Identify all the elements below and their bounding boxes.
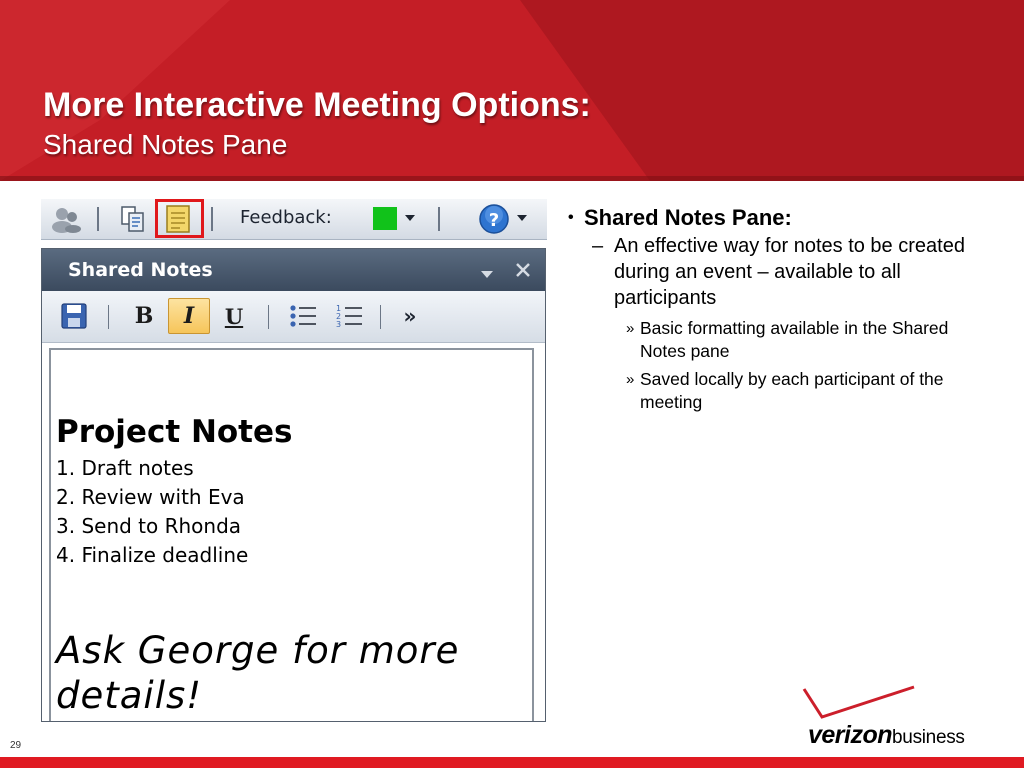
bullet-point-text: Saved locally by each participant of the meeting <box>640 369 944 412</box>
notes-heading: Project Notes <box>56 414 293 450</box>
more-options-icon[interactable]: » <box>403 304 417 328</box>
slide-title: More Interactive Meeting Options: <box>43 86 591 124</box>
meeting-toolbar <box>41 199 547 240</box>
toolbar-separator <box>380 305 381 329</box>
numbered-list-icon[interactable] <box>332 298 366 334</box>
bulleted-list-icon[interactable] <box>286 298 320 334</box>
formatting-toolbar <box>42 291 545 343</box>
bullet-sub-text: An effective way for notes to be created during an event – available to all participants <box>614 235 965 309</box>
toolbar-separator <box>97 207 99 231</box>
italic-button[interactable]: I <box>168 298 210 334</box>
footer-bar <box>0 757 1024 768</box>
bullet-main <box>566 205 966 231</box>
list-item: 3. Send to Rhonda <box>56 514 242 538</box>
italic-note: Ask George for more details! <box>56 629 460 717</box>
close-icon[interactable] <box>514 261 532 284</box>
shared-notes-highlight <box>155 199 204 238</box>
toolbar-separator <box>268 305 269 329</box>
people-icon[interactable] <box>49 204 83 234</box>
toolbar-separator <box>438 207 440 231</box>
copy-pages-icon[interactable] <box>115 203 151 235</box>
logo-check-mark-icon <box>802 683 992 723</box>
toolbar-separator <box>211 207 213 231</box>
help-icon[interactable] <box>477 202 511 236</box>
notes-editor[interactable] <box>49 348 534 722</box>
save-icon[interactable] <box>58 298 90 334</box>
bullet-chevron: » <box>626 371 635 388</box>
bullet-point <box>626 368 966 414</box>
svg-text:3: 3 <box>336 320 342 329</box>
chevron-down-icon[interactable] <box>480 266 494 284</box>
verizon-business-logo <box>802 683 992 755</box>
shared-notes-pane <box>41 248 546 722</box>
list-item: 4. Finalize deadline <box>56 543 249 567</box>
bullet-point <box>626 317 966 363</box>
bullet-main-text: Shared Notes Pane: <box>584 205 792 230</box>
list-item: 2. Review with Eva <box>56 485 245 509</box>
underline-button[interactable]: U <box>224 303 244 329</box>
toolbar-separator <box>108 305 109 329</box>
svg-text:1: 1 <box>336 304 342 313</box>
logo-main-text: verizon <box>808 721 893 749</box>
list-item: 1. Draft notes <box>56 456 194 480</box>
chevron-down-icon[interactable] <box>403 211 417 225</box>
page-number: 29 <box>10 740 22 751</box>
header-banner <box>0 0 1024 181</box>
logo-sub-text: business <box>892 727 965 748</box>
bullet-list <box>566 205 966 414</box>
feedback-label: Feedback: <box>240 207 332 228</box>
bold-button[interactable]: B <box>134 303 154 329</box>
svg-text:?: ? <box>488 210 500 231</box>
pane-title: Shared Notes <box>68 259 213 281</box>
logo-wordmark <box>808 721 965 750</box>
bullet-dash: – <box>592 235 604 257</box>
bullet-chevron: » <box>626 320 635 337</box>
bullet-dot: • <box>568 209 574 226</box>
notes-list <box>56 454 248 570</box>
feedback-status-swatch[interactable] <box>373 207 397 230</box>
bullet-sub <box>592 233 966 311</box>
chevron-down-icon[interactable] <box>515 211 529 225</box>
bullet-point-text: Basic formatting available in the Shared Notes pane <box>640 318 949 361</box>
svg-text:2: 2 <box>336 312 342 321</box>
slide-subtitle: Shared Notes Pane <box>43 129 288 160</box>
pane-title-bar <box>42 249 545 291</box>
